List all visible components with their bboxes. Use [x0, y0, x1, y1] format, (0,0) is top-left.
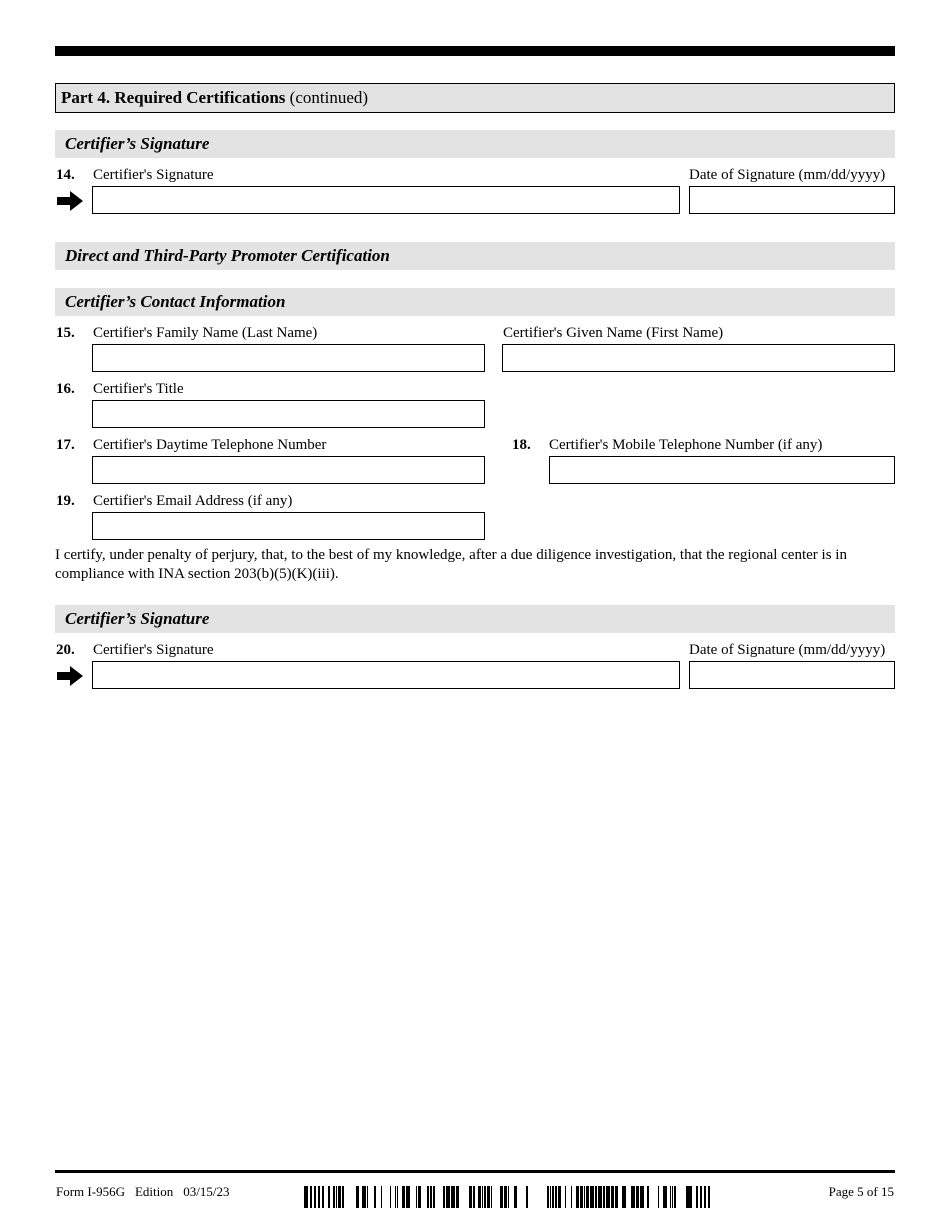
daytime-phone-input[interactable]	[92, 456, 485, 484]
certifier-signature-field-20[interactable]	[92, 661, 680, 689]
section-title: Direct and Third-Party Promoter Certification	[65, 246, 390, 265]
item-number-19: 19.	[56, 493, 75, 509]
arrow-right-icon	[57, 191, 83, 211]
signature-label-20: Certifier's Signature	[93, 642, 214, 658]
top-rule	[55, 46, 895, 56]
section-certifier-signature-1	[55, 130, 895, 158]
section-title: Certifier’s Signature	[65, 609, 210, 628]
item-number-17: 17.	[56, 437, 75, 453]
item-number-18: 18.	[512, 437, 531, 453]
certifier-signature-field-14[interactable]	[92, 186, 680, 214]
mobile-phone-input[interactable]	[549, 456, 895, 484]
footer-form-info	[56, 1184, 229, 1200]
date-of-signature-label-20: Date of Signature (mm/dd/yyyy)	[689, 642, 886, 658]
email-label: Certifier's Email Address (if any)	[93, 493, 293, 509]
given-name-label: Certifier's Given Name (First Name)	[503, 325, 724, 341]
item-number-14: 14.	[56, 167, 75, 183]
page-number: Page 5 of 15	[828, 1184, 894, 1199]
date-of-signature-label-14: Date of Signature (mm/dd/yyyy)	[689, 167, 886, 183]
section-promoter-certification	[55, 242, 895, 270]
form-number: Form I-956G	[56, 1184, 125, 1199]
given-name-input[interactable]	[502, 344, 895, 372]
item-number-15: 15.	[56, 325, 75, 341]
signature-label-14: Certifier's Signature	[93, 167, 214, 183]
section-title: Certifier’s Signature	[65, 134, 210, 153]
section-title: Certifier’s Contact Information	[65, 292, 286, 311]
section-contact-information	[55, 288, 895, 316]
title-input[interactable]	[92, 400, 485, 428]
part-title-suffix: (continued)	[285, 88, 369, 107]
mobile-phone-label: Certifier's Mobile Telephone Number (if any)	[549, 437, 823, 453]
part-header	[55, 83, 895, 113]
date-of-signature-field-14[interactable]	[689, 186, 895, 214]
part-title: Part 4. Required Certifications	[61, 88, 286, 107]
edition-label: Edition	[134, 1184, 174, 1199]
section-certifier-signature-2	[55, 605, 895, 633]
date-of-signature-field-20[interactable]	[689, 661, 895, 689]
item-number-16: 16.	[56, 381, 75, 397]
barcode-icon	[304, 1186, 712, 1208]
daytime-phone-label: Certifier's Daytime Telephone Number	[93, 437, 327, 453]
email-input[interactable]	[92, 512, 485, 540]
edition-date: 03/15/23	[183, 1184, 230, 1199]
item-number-20: 20.	[56, 642, 75, 658]
certification-statement: I certify, under penalty of perjury, that, to the best of my knowledge, after a due diligence investigation, that the regional center is in compliance with INA section 203(b)(5)(K)(iii).	[55, 547, 847, 582]
bottom-rule	[55, 1170, 895, 1173]
arrow-right-icon	[57, 666, 83, 686]
title-label: Certifier's Title	[93, 381, 184, 397]
family-name-input[interactable]	[92, 344, 485, 372]
family-name-label: Certifier's Family Name (Last Name)	[93, 325, 318, 341]
